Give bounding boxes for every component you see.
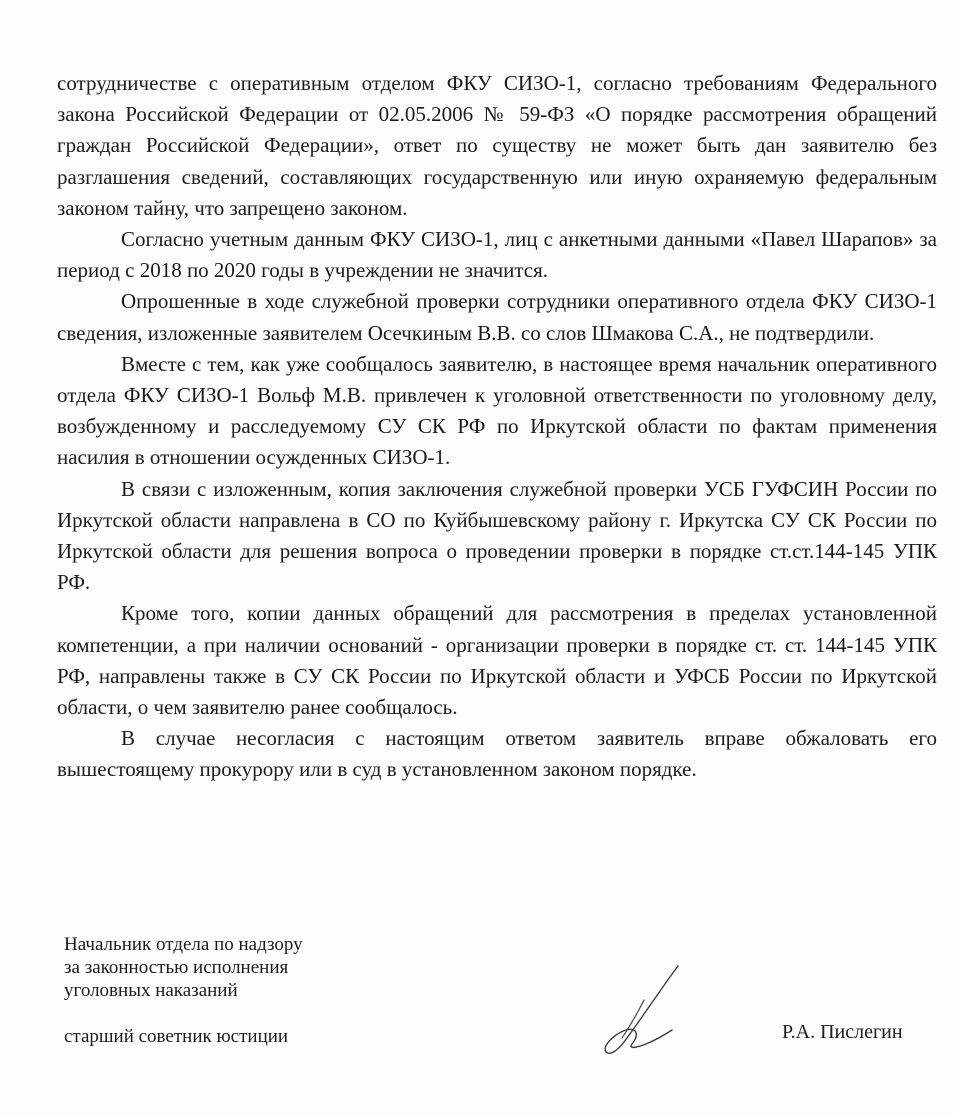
paragraph-criminal-case: Вместе с тем, как уже сообщалось заявителю, в настоящее время начальник оперативного отдела ФКУ СИЗО-1 Вольф М.В. привлечен к уголовной ответственности по уголовному делу, возбужденному и расследуемому СУ СК РФ по Иркутской области по фактам применения насилия в отношении осужденных СИЗО-1.	[57, 351, 937, 470]
paragraph-records: Согласно учетным данным ФКУ СИЗО-1, лиц с анкетными данными «Павел Шарапов» за период с 2018 по 2020 годы в учреждении не значится.	[57, 227, 937, 283]
position-line: уголовных наказаний	[64, 980, 238, 1001]
handwritten-signature	[580, 960, 700, 1070]
paragraph-appeal-right: В случае несогласия с настоящим ответом заявитель вправе обжаловать его вышестоящему прокурору или в суд в установленном законом порядке.	[57, 726, 937, 782]
letter-body	[57, 68, 937, 786]
signer-rank: старший советник юстиции	[64, 1026, 289, 1047]
paragraph-interviews: Опрошенные в ходе служебной проверки сотрудники оперативного отдела ФКУ СИЗО-1 сведения, изложенные заявителем Осечкиным В.В. со слов Шмакова С.А., не подтвердили.	[57, 289, 937, 345]
paragraph-continuation: сотрудничестве с оперативным отделом ФКУ СИЗО-1, согласно требованиям Федерального закона Российской Федерации от 02.05.2006 № 59-ФЗ «О порядке рассмотрения обращений граждан Российской Федерации», ответ по существу не может быть дан заявителю без разглашения сведений, составляющих государственную или иную охраняемую федеральным законом тайну, что запрещено законом.	[57, 71, 937, 220]
signer-position	[64, 933, 303, 1002]
position-line: за законностью исполнения	[64, 957, 289, 978]
paragraph-copies-sent: Кроме того, копии данных обращений для рассмотрения в пределах установленной компетенции, а при наличии оснований - организации проверки в порядке ст. ст. 144-145 УПК РФ, направлены также в СУ СК России по Иркутской области и УФСБ России по Иркутской области, о чем заявителю ранее сообщалось.	[57, 601, 937, 720]
position-line: Начальник отдела по надзору	[64, 934, 303, 955]
signer-name: Р.А. Пислегин	[782, 1021, 903, 1043]
paragraph-referral: В связи с изложенным, копия заключения служебной проверки УСБ ГУФСИН России по Иркутской области направлена в СО по Куйбышевскому району г. Иркутска СУ СК России по Иркутской области для решения вопроса о проведении проверки в порядке ст.ст.144-145 УПК РФ.	[57, 476, 937, 595]
